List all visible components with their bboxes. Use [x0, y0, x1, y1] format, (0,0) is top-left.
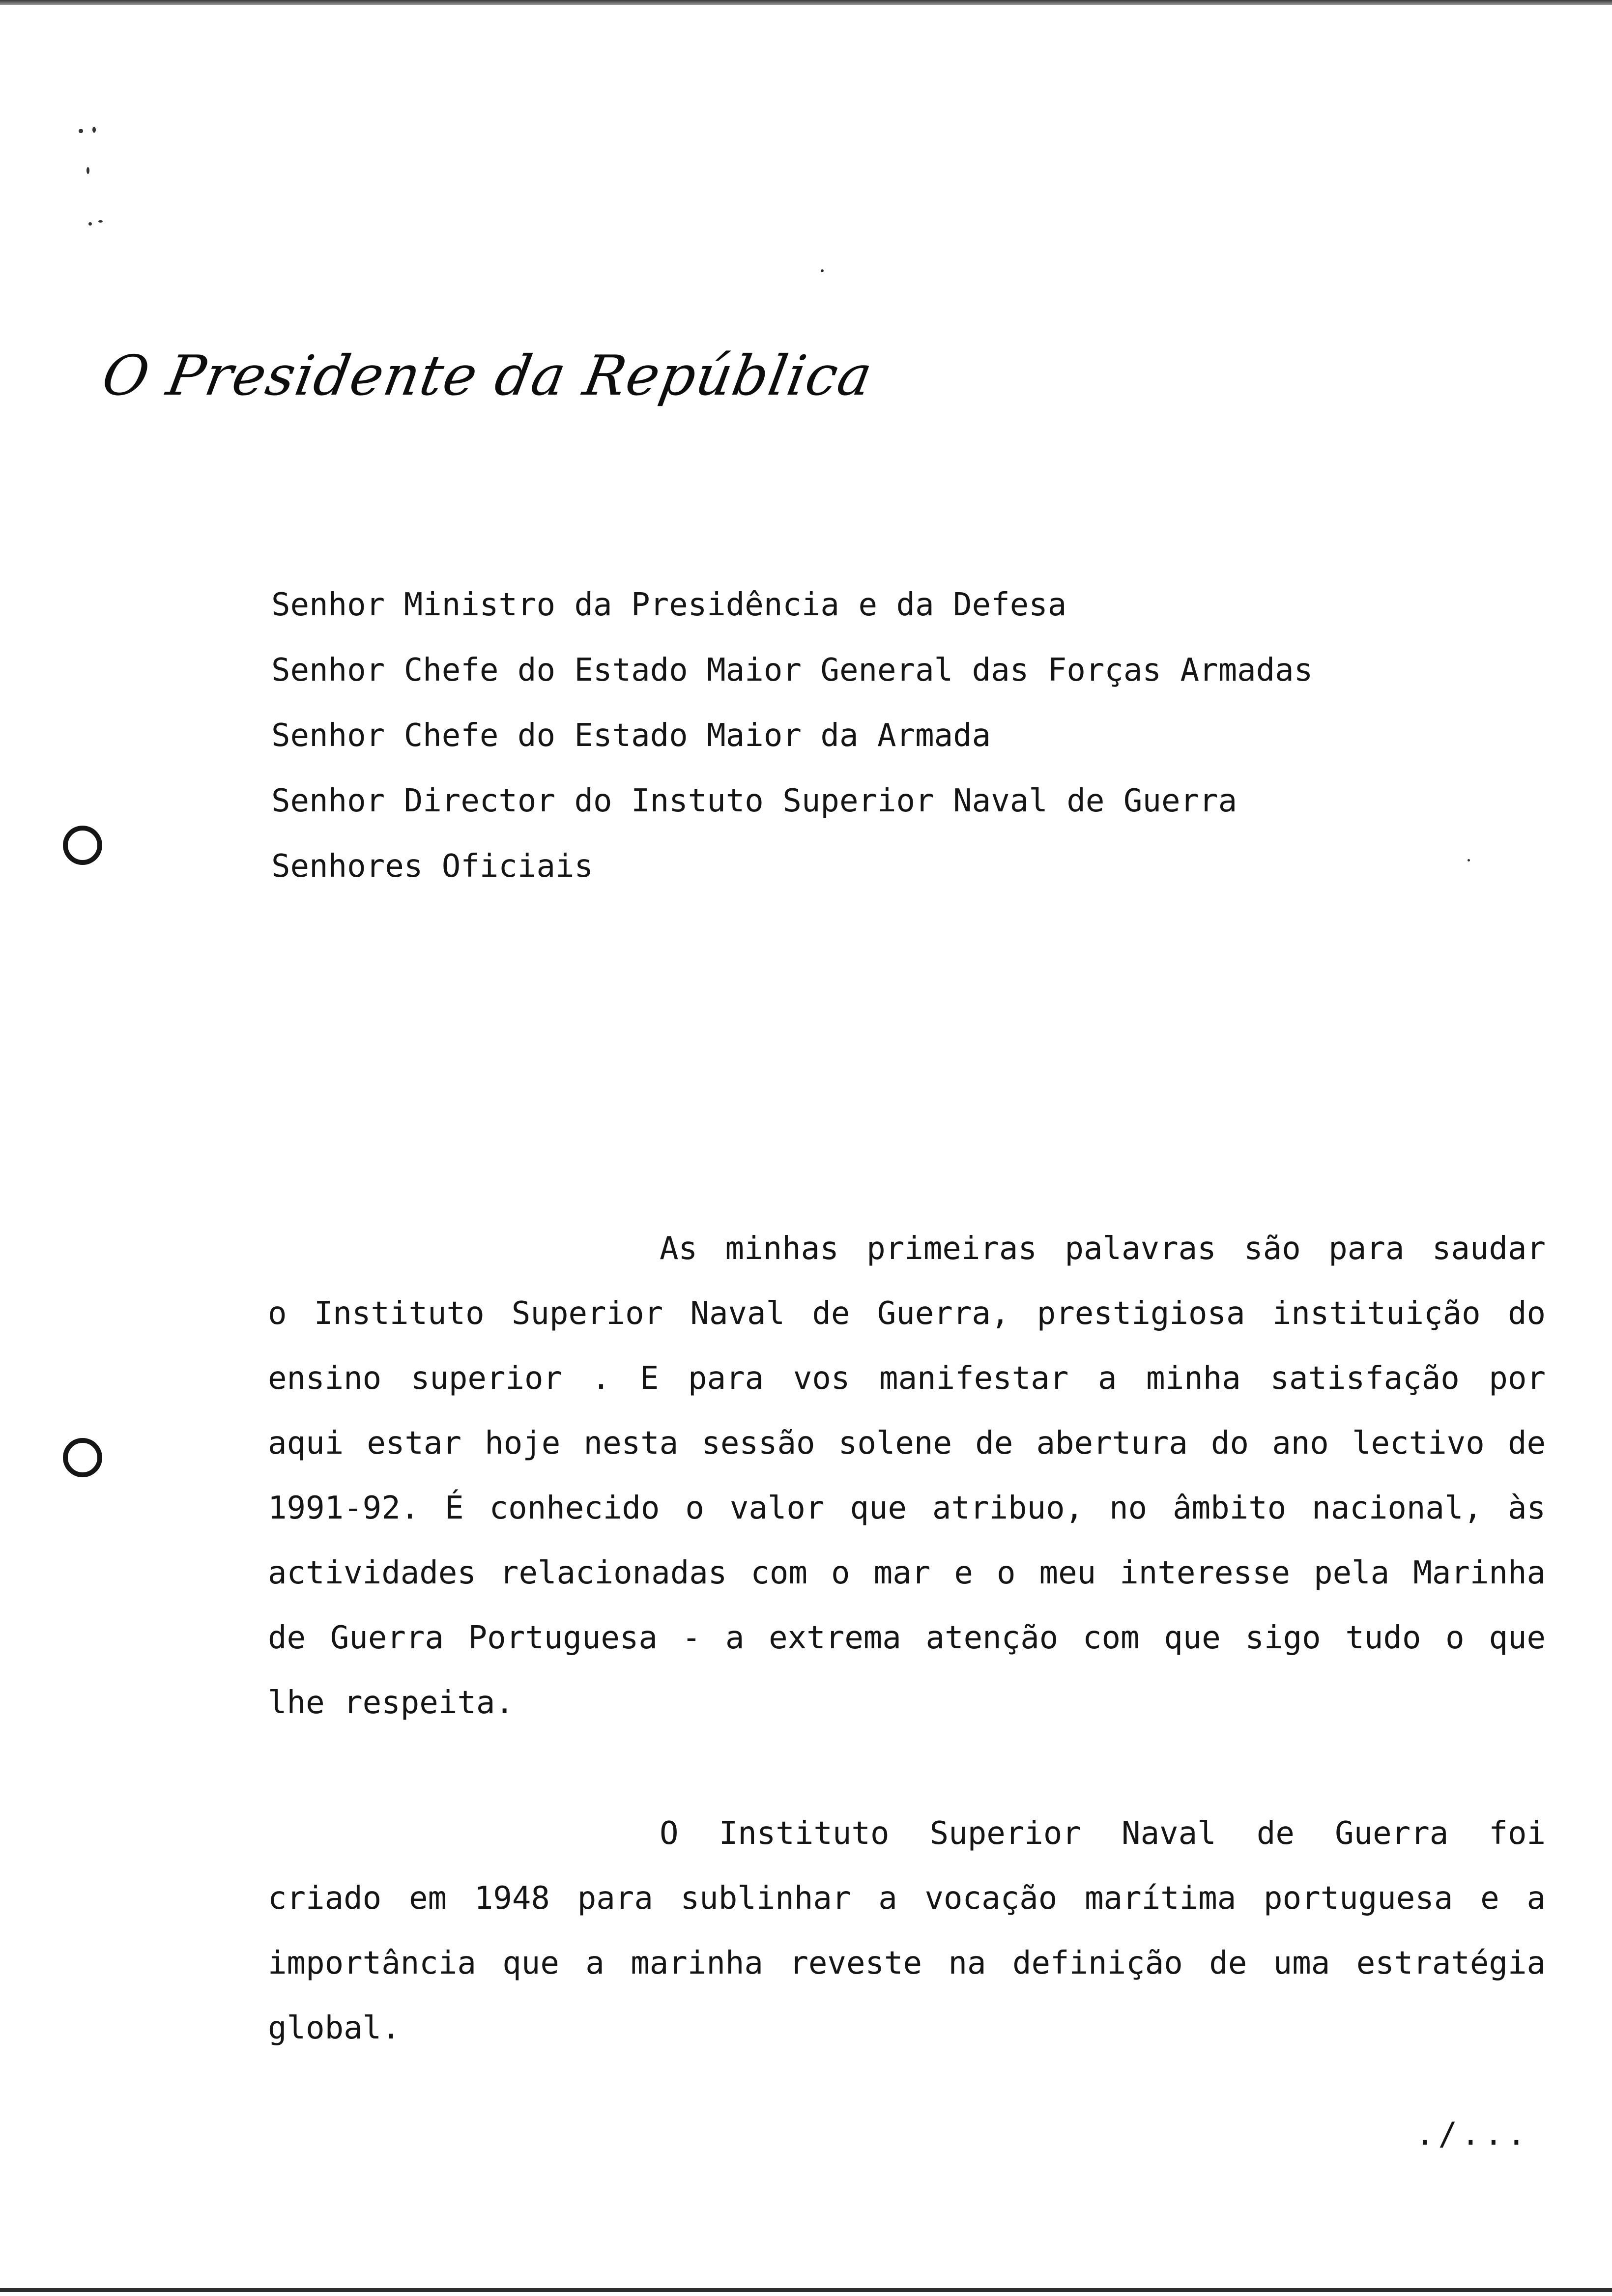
paragraph-line: O Instituto Superior Naval de Guerra foi: [660, 1815, 1546, 1852]
scan-speck: [79, 129, 83, 133]
punch-hole-top: [63, 826, 102, 865]
salutation-line: Senhor Ministro da Presidência e da Defesa: [271, 587, 1067, 623]
scan-speck: [86, 167, 89, 174]
scan-speck: [92, 127, 96, 133]
paragraph-line: global.: [268, 2010, 401, 2046]
body-paragraph: [268, 1216, 1546, 1735]
letterhead-title: O Presidente da República: [97, 344, 878, 408]
scan-edge-bottom: [0, 2288, 1612, 2292]
paragraph-line: 1991-92. É conhecido o valor que atribuo, no âmbito nacional, às: [268, 1490, 1546, 1526]
scan-speck: [98, 220, 103, 223]
scan-speck: [88, 222, 92, 226]
salutation-line: Senhor Chefe do Estado Maior da Armada: [271, 718, 991, 754]
paragraph-line: actividades relacionadas com o mar e o meu interesse pela Marinha: [268, 1555, 1546, 1591]
paragraph-line: lhe respeita.: [268, 1685, 514, 1721]
paragraph-line: o Instituto Superior Naval de Guerra, prestigiosa instituição do: [268, 1295, 1546, 1332]
scan-speck: [821, 269, 824, 272]
scan-edge-top: [0, 0, 1612, 5]
punch-hole-bottom: [63, 1438, 102, 1477]
scan-speck: [1468, 859, 1470, 861]
salutation-line: Senhor Chefe do Estado Maior General das Forças Armadas: [271, 652, 1313, 689]
paragraph-line: de Guerra Portuguesa - a extrema atenção com que sigo tudo o que: [268, 1620, 1546, 1656]
salutation-line: Senhores Oficiais: [271, 848, 594, 885]
salutation-line: Senhor Director do Instuto Superior Naval de Guerra: [271, 783, 1238, 819]
body-paragraph: [268, 1801, 1546, 2061]
continuation-mark: ./...: [1415, 2116, 1530, 2152]
salutation-list: [271, 573, 1313, 899]
paragraph-line: importância que a marinha reveste na definição de uma estratégia: [268, 1945, 1546, 1981]
paragraph-line: criado em 1948 para sublinhar a vocação marítima portuguesa e a: [268, 1880, 1546, 1917]
paragraph-line: aqui estar hoje nesta sessão solene de abertura do ano lectivo de: [268, 1425, 1546, 1462]
paragraph-line: As minhas primeiras palavras são para saudar: [660, 1231, 1546, 1267]
paragraph-line: ensino superior . E para vos manifestar a minha satisfação por: [268, 1360, 1546, 1397]
